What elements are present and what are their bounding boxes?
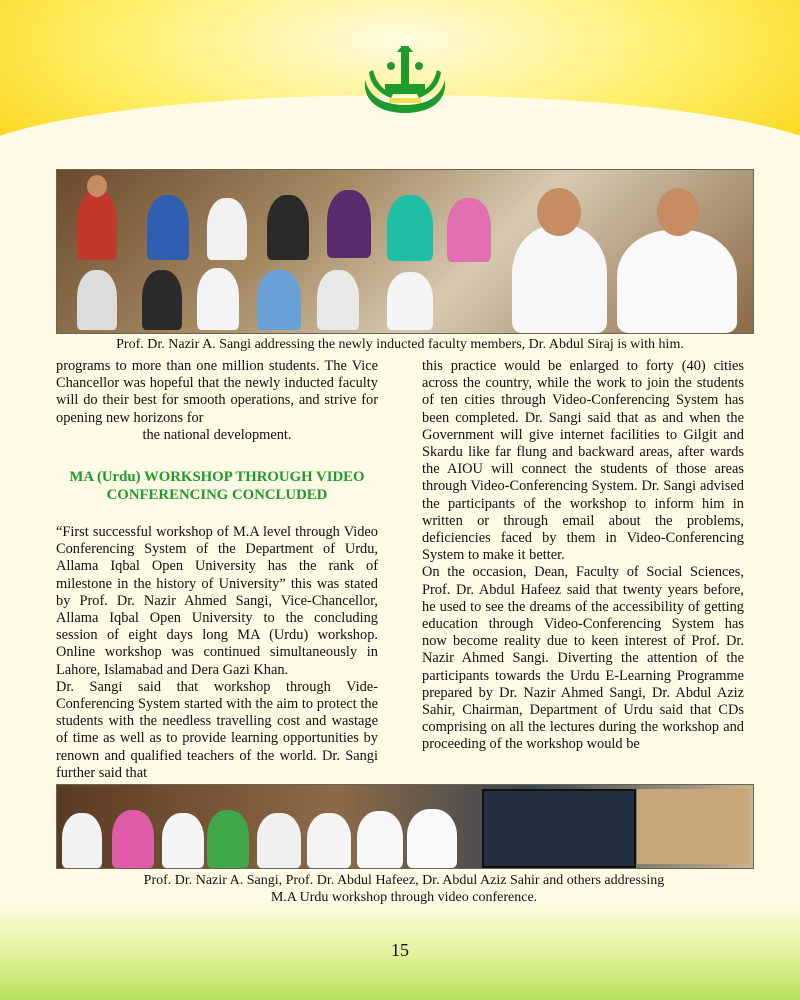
workshop-video-conference-photo [56, 784, 754, 869]
intro-last-line: the national development. [142, 426, 292, 443]
person-figure [112, 810, 154, 868]
person-figure [357, 811, 403, 868]
speaker-figure [617, 230, 737, 333]
person-figure [77, 270, 117, 330]
intro-text: programs to more than one million students. The Vice Chancellor was hopeful that the newly inducted faculty will do their best for smooth operations, and strive for opening new horizons for [56, 358, 378, 426]
person-figure [387, 195, 433, 261]
person-figure [77, 190, 117, 260]
university-crest-logo [355, 40, 455, 118]
page-number: 15 [391, 940, 409, 960]
speaker-head [537, 188, 581, 236]
caption-line: M.A Urdu workshop through video conference. [270, 890, 538, 905]
person-figure [407, 809, 457, 868]
person-figure [207, 198, 247, 260]
article-paragraph: “First successful workshop of M.A level through Video Conferencing System of the Department of Urdu, Allama Iqbal Open University has the rank of milestone in the history of University” this was stated by Prof. Dr. Nazir Ahmed Sangi, Vice-Chancellor, Allama Iqbal Open University to the concluding session of eight days long MA (Urdu) workshop. Online workshop was continued simultaneously in Lahore, Islamabad and Dera Gazi Khan. [56, 524, 378, 678]
audience-hall [637, 789, 749, 864]
video-conference-screens [482, 789, 636, 868]
person-head [87, 175, 107, 197]
person-figure [257, 270, 301, 330]
person-figure [327, 190, 371, 258]
person-figure [317, 270, 359, 330]
faculty-meeting-photo [56, 169, 754, 334]
person-figure [207, 810, 249, 868]
person-figure [142, 270, 182, 330]
article-paragraph: On the occasion, Dean, Faculty of Social Sciences, Prof. Dr. Abdul Hafeez said that twenty years before, he used to see the dreams of the accessibility of getting education through Video-Conferencing System has now become reality due to keen interest of Prof. Dr. Nazir Ahmed Sangi. Diverting the attention of the participants towards the Urdu E-Learning Programme prepared by Dr. Nazir Ahmed Sangi, Dr. Abdul Aziz Sahir, Chairman, Department of Urdu said that CDs comprising on all the lectures during the workshop and proceeding of the workshop would be [422, 564, 744, 753]
person-figure [197, 268, 239, 330]
person-figure [447, 198, 491, 262]
speaker-figure [512, 225, 607, 333]
article-heading: MA (Urdu) WORKSHOP THROUGH VIDEO CONFERENCING CONCLUDED [69, 469, 365, 503]
person-figure [307, 813, 351, 868]
bottom-photo-caption [56, 872, 752, 906]
article-paragraph: this practice would be enlarged to forty (40) cities across the country, while the work to join the students of ten cities through Video-Conferencing System has been completed. Dr. Sangi said that as and when the Government will give internet facilities to Gilgit and Skardu like far flung and backward areas, after wards the AIOU will connect the students of those areas through Video-Conferencing System. Dr. Sangi advised the participants of the workshop to inform him in written or through email about the problems, deficiencies faced by them in Video-Conferencing System to make it better. [422, 358, 744, 564]
article-paragraph: Dr. Sangi said that workshop through Vide-Conferencing System started with the aim to protect the students with the needless travelling cost and wastage of time as well as to provide learning opportunities by renown and qualified teachers of the world. Dr. Sangi further said that [56, 678, 378, 781]
caption-line: Prof. Dr. Nazir A. Sangi, Prof. Dr. Abdul Hafeez, Dr. Abdul Aziz Sahir and others addressing [143, 873, 665, 888]
person-figure [147, 195, 189, 260]
person-figure [267, 195, 309, 260]
person-figure [62, 813, 102, 868]
top-photo-caption: Prof. Dr. Nazir A. Sangi addressing the newly inducted faculty members, Dr. Abdul Siraj is with him. [116, 337, 684, 352]
speaker-head [657, 188, 699, 236]
person-figure [387, 272, 433, 330]
person-figure [257, 813, 301, 868]
left-column [56, 358, 378, 782]
right-column [422, 358, 744, 754]
person-figure [162, 813, 204, 868]
